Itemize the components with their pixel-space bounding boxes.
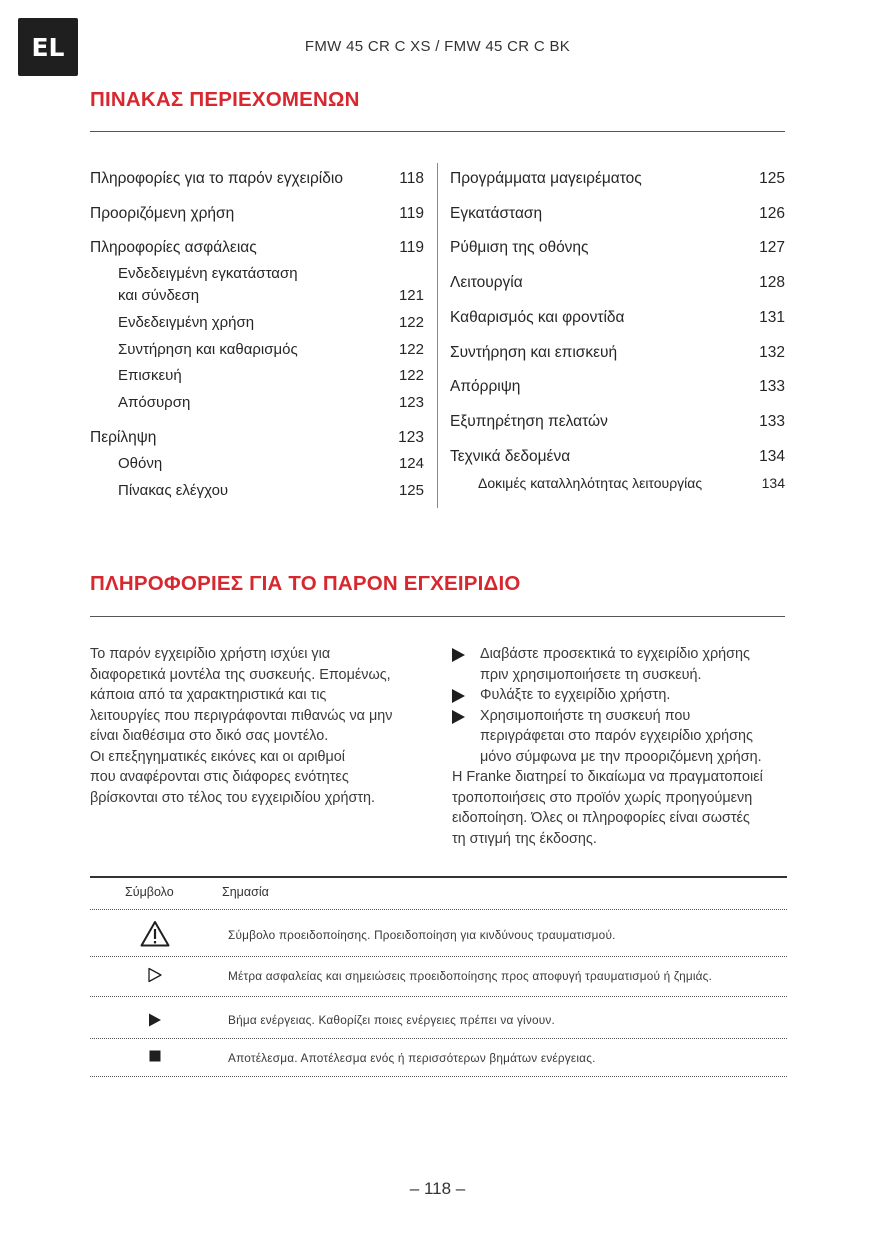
filled-square-icon (130, 1050, 180, 1062)
toc-entry[interactable]: Προγράμματα μαγειρέματος 125 (450, 170, 785, 187)
toc-subentry[interactable]: Οθόνη 124 (118, 455, 424, 472)
toc-subentry[interactable]: Επισκευή 122 (118, 367, 424, 384)
toc-entry[interactable]: Απόρριψη 133 (450, 378, 785, 395)
intro-line: διαφορετικά μοντέλα της συσκευής. Επομένως, (90, 666, 391, 683)
action-arrow-icon (452, 689, 465, 703)
intro-line: βρίσκονται στο τέλος του εγχειριδίου χρήστη. (90, 789, 376, 806)
row-divider (90, 956, 787, 957)
toc-entry[interactable]: Περίληψη 123 (90, 429, 424, 446)
warning-triangle-icon (130, 920, 180, 947)
toc-entry[interactable]: Εξυπηρέτηση πελατών 133 (450, 413, 785, 430)
instruction-item: Χρησιμοποιήστε τη συσκευή που περιγράφεται στο παρόν εγχειρίδιο χρήσης μόνο σύμφωνα με την προοριζόμενη χρήση. (452, 706, 787, 768)
row-divider (90, 1038, 787, 1039)
table-row-meaning: Αποτέλεσμα. Αποτέλεσμα ενός ή περισσότερων βημάτων ενέργειας. (228, 1051, 596, 1065)
toc-entry[interactable]: Πληροφορίες για το παρόν εγχειρίδιο 118 (90, 170, 424, 187)
action-arrow-icon (452, 710, 465, 724)
intro-line: Οι επεξηγηματικές εικόνες και οι αριθμοί (90, 748, 345, 765)
toc-subentry[interactable]: και σύνδεση 121 (118, 287, 424, 304)
toc-entry[interactable]: Λειτουργία 128 (450, 274, 785, 291)
toc-title: ΠΙΝΑΚΑΣ ΠΕΡΙΕΧΟΜΕΝΩΝ (90, 88, 360, 111)
toc-entry[interactable]: Εγκατάσταση 126 (450, 205, 785, 222)
intro-line: που αναφέρονται στις διάφορες ενότητες (90, 769, 349, 785)
column-header-symbol: Σύμβολο (125, 885, 174, 899)
toc-entry[interactable]: Τεχνικά δεδομένα 134 (450, 448, 785, 465)
action-arrow-icon (452, 648, 465, 662)
toc-subentry[interactable]: Δοκιμές καταλληλότητας λειτουργίας 134 (478, 475, 785, 491)
intro-line: είναι διαθέσιμα στο δικό σας μοντέλο. (90, 728, 329, 744)
model-name: FMW 45 CR C XS / FMW 45 CR C BK (304, 38, 571, 55)
intro-line: Το παρόν εγχειρίδιο χρήστη ισχύει για (90, 646, 331, 662)
intro-line: κάποια από τα χαρακτηριστικά και τις (90, 687, 327, 703)
toc-entry[interactable]: Συντήρηση και επισκευή 132 (450, 344, 785, 361)
instructions-column (452, 644, 787, 849)
toc-entry[interactable]: Ρύθμιση της οθόνης 127 (450, 239, 785, 256)
toc-entry[interactable]: Προοριζόμενη χρήση 119 (90, 205, 424, 222)
table-row-meaning: Βήμα ενέργειας. Καθορίζει ποιες ενέργειες πρέπει να γίνουν. (228, 1013, 555, 1027)
toc-column-divider (437, 163, 438, 508)
row-divider (90, 996, 787, 997)
toc-subentry[interactable]: Πίνακας ελέγχου 125 (118, 482, 424, 499)
toc-subentry[interactable]: Συντήρηση και καθαρισμός 122 (118, 341, 424, 358)
filled-arrow-icon (130, 1012, 180, 1028)
table-top-rule (90, 876, 787, 878)
toc-title-rule (90, 131, 785, 132)
page-number: – 118 – (409, 1179, 466, 1198)
manual-info-rule (90, 616, 785, 617)
instruction-item: Διαβάστε προσεκτικά το εγχειρίδιο χρήσης πριν χρησιμοποιήσετε τη συσκευή. (452, 644, 787, 685)
toc-entry[interactable]: Πληροφορίες ασφάλειας 119 (90, 239, 424, 256)
toc-subentry[interactable]: Απόσυρση 123 (118, 394, 424, 411)
manual-info-title: ΠΛΗΡΟΦΟΡΙΕΣ ΓΙΑ ΤΟ ΠΑΡΟΝ ΕΓΧΕΙΡΙΔΙΟ (90, 572, 521, 595)
row-divider (90, 1076, 787, 1077)
table-row-meaning: Μέτρα ασφαλείας και σημειώσεις προειδοποίησης προς αποφυγή τραυματισμού ή ζημιάς. (228, 969, 713, 983)
franke-note: Η Franke διατηρεί το δικαίωμα να πραγματοποιεί τροποποιήσεις στο προϊόν χωρίς προηγούμενη ειδοποίηση. Όλες οι πληροφορίες είναι σωστές τη στιγμή της έκδοσης. (452, 769, 763, 847)
intro-paragraph (90, 644, 430, 808)
outline-arrow-icon (130, 967, 180, 983)
toc-subentry[interactable]: Ενδεδειγμένη εγκατάσταση (118, 265, 298, 282)
table-row-meaning: Σύμβολο προειδοποίησης. Προειδοποίηση για κινδύνους τραυματισμού. (228, 928, 616, 942)
toc-subentry[interactable]: Ενδεδειγμένη χρήση 122 (118, 314, 424, 331)
instruction-item: Φυλάξτε το εγχειρίδιο χρήστη. (452, 685, 787, 706)
toc-entry[interactable]: Καθαρισμός και φροντίδα 131 (450, 309, 785, 326)
intro-line: λειτουργίες που περιγράφονται πιθανώς να μην (90, 707, 393, 724)
column-header-meaning: Σημασία (222, 885, 269, 899)
language-badge: EL (18, 18, 78, 76)
row-divider (90, 909, 787, 910)
